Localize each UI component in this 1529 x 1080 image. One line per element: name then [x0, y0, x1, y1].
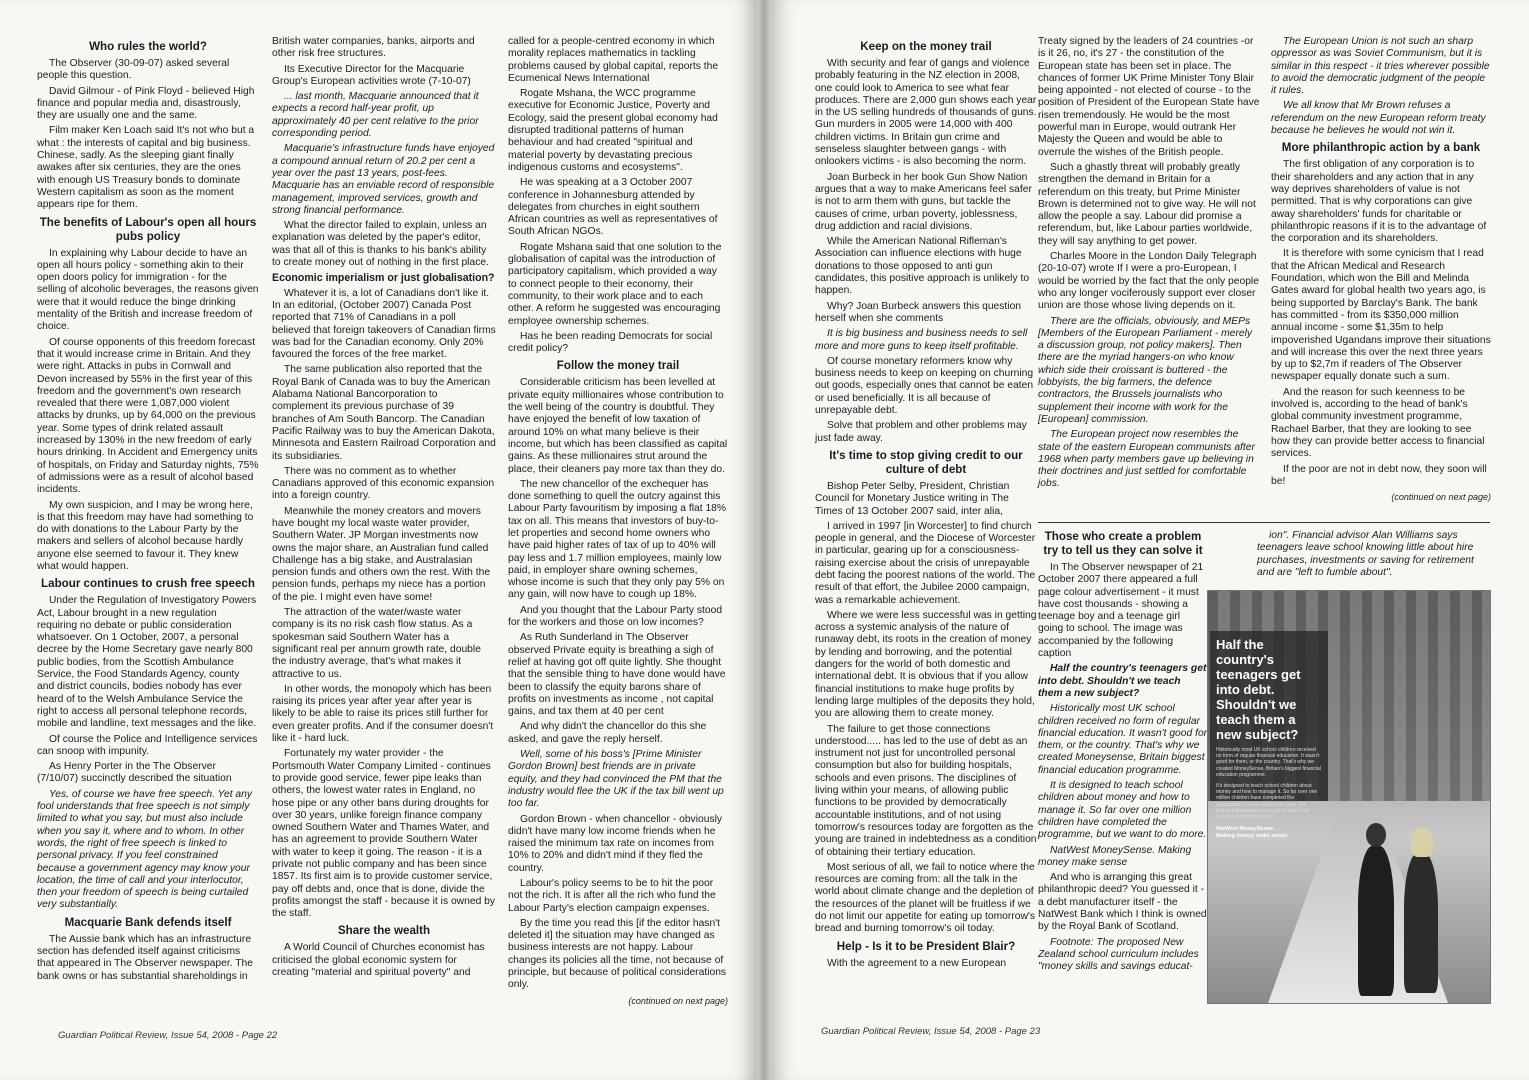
article-headline: Share the wealth — [337, 924, 431, 938]
article-paragraph: NatWest MoneySense. Making money make sense — [1038, 844, 1192, 868]
article-paragraph: We all know that Mr Brown refuses a referendum on the new European reform treaty because he believes he would not win it. — [1271, 100, 1486, 137]
article-paragraph: Solve that problem and other problems may just fade away. — [815, 420, 1027, 444]
article-paragraph: What the director failed to explain, unless an explanation was deleted by the paper's editor, was that all of this is thanks to his bank's ability to create money out of nothing in the first place. — [272, 220, 489, 269]
article-paragraph: Bishop Peter Selby, President, Christian Council for Monetary Justice writing in The Times of 13 October 2007 said, inter alia, — [815, 480, 1010, 517]
article-paragraph: There are the officials, obviously, and MEPs [Members of the European Parliament - merely a discussion group, not policy makers]. Then there are the myriad hangers-on who know which side their croissant is buttered - the lobbyists, the big farmers, the defence contractors, the Brussels journalists who supplement their income with work for the [European] commission. — [1038, 315, 1253, 425]
article-paragraph: In The Observer newspaper of 21 October 2007 there appeared a full page colour advertisement - it must have cost thousands - showing a teenage boy and a teenage girl going to school. The image was accompanied by the following caption — [1038, 562, 1204, 660]
article-paragraph: There was no comment as to whether Canadians approved of this economic expansion into a foreign country. — [272, 465, 495, 502]
teenage-girl-figure — [1404, 853, 1438, 993]
article-paragraph: And why didn't the chancellor do this she asked, and gave the reply herself. — [508, 721, 707, 745]
right-column-1 — [815, 36, 1037, 973]
continued-note: (continued on next page) — [1391, 492, 1491, 503]
right-column-3-lower — [1257, 530, 1493, 582]
left-column-3 — [508, 36, 728, 1007]
article-paragraph: It is big business and business needs to sell more and more guns to keep itself profitable. — [815, 328, 1028, 352]
article-paragraph: British water companies, banks, airports and other risk free structures. — [272, 36, 475, 60]
article-paragraph: It is therefore with some cynicism that I read that the African Medical and Research Foundation, which won the Bill and Melinda Gates award for global health two years ago, is being supported by Barclay's Bank. The bank has committed - from its $350,000 million annual income - some $1,35m to help impoverished Ugandans improve their situations and will increase this over the next three years by up to $2,7m if readers of The Observer newspaper equally donate such a sum. — [1271, 248, 1491, 383]
article-paragraph: Fortunately my water provider - the Portsmouth Water Company Limited - continues to provide good service, fewer pipe leaks than others, the lowest water rates in England, no hose pipe or any other bans during droughts for over 30 years, unlike foreign finance company owned Southern Water and Thames Water, and has an agreement to provide Southern Water with water to keep it going. The reason - it is a private not public company and has been since 1857. Its first aim is to provide customer service, pay off debts and, once that is done, divide the profits amongst the staff - because it is owned by the staff. — [272, 748, 496, 920]
article-paragraph: And you thought that the Labour Party stood for the workers and those on low incomes? — [508, 604, 723, 629]
article-paragraph: The failure to get those connections understood..... has led to the use of debt as an instrument not just for uncontrolled personal consumption but also for building hospitals, schools and even prisons. The disciplines of living within your means, of allowing public functions to be provided by democratically accountable institutions, and of not using tomorrow's resources today are forgotten as the young are trained in indebtedness as a condition of obtaining their tertiary education. — [815, 723, 1037, 858]
article-paragraph: With security and fear of gangs and violence probably featuring in the NZ election in 2008, one could look to America to see what fear produces. There are 2,000 gun shows each year in the US selling hundreds of thousands of guns. Gun murders in 2005 were 14,000 with 400 children victims. In Britain gun crime and senseless slaughter between gangs - with onlookers victims - is also becoming the norm. — [815, 58, 1037, 168]
left-column-2 — [272, 36, 496, 982]
article-paragraph: Where we were less successful was in getting across a systemic analysis of the nature of runaway debt, its roots in the creation of money by lending and borrowing, and the potential dangers for the world of both domestic and international debt. It is obvious that if you allow financial institutions to make huge profits by lending large multiples of the deposits they hold, you are allowing them to create money. — [815, 609, 1037, 720]
article-paragraph: Yes, of course we have free speech. Yet any fool understands that free speech is not simply limited to what you say, but must also include when you say it, where and to whom. In other words, the right of free speech is linked to personal privacy. If you feel constrained because a government agency may know your location, the time of call and your interlocutor, then your freedom of speech is being curtailed very substantially. — [37, 788, 253, 911]
article-paragraph: ion". Financial advisor Alan Williams says teenagers leave school knowing little about hire purchases, investments or saving for retirement and are "left to fumble about". — [1257, 530, 1474, 578]
article-paragraph: The Aussie bank which has an infrastructure section has defended itself against criticisms that appeared in The Observer newspaper. The bank owns or has substantial shareholdings in — [37, 933, 253, 982]
article-headline: The benefits of Labour's open all hours pubs policy — [39, 215, 257, 243]
advert-tagline: Making money make sense. — [1216, 833, 1289, 840]
article-paragraph: Treaty signed by the leaders of 24 countries -or is it 26, no, it's 27 - the constitution of the European state has been set in place. The chances of former UK Prime Minister Tony Blair being appointed - not elected of course - to the position of President of the European State have risen tremendously. He would be the most powerful man in Europe, would outrank Her Majesty the Queen and would be able to overrule the wishes of the British people. — [1038, 36, 1260, 158]
article-paragraph: Labour's policy seems to be to hit the poor not the rich. It is after all the rich who fund the Labour Party's election campaign expenses. — [508, 878, 716, 914]
article-paragraph: By the time you read this [if the editor hasn't deleted it] the situation may have changed as business interests are not happy. Labour changes its policies all the time, not because of principle, but because of political considerations only. — [508, 917, 727, 991]
advert-body-1: Historically most UK school children received no form of regular financial education. It wasn't good for them, or the country. That's why we created MoneySense, Britain's biggest financial education programme. — [1216, 747, 1321, 778]
page-footer-left: Guardian Political Review, Issue 54, 2008 - Page 22 — [58, 1030, 278, 1041]
natwest-advert-photo — [1207, 590, 1491, 1004]
article-headline: Keep on the money trail — [860, 40, 992, 53]
article-paragraph: Its Executive Director for the Macquarie Group's European activities wrote (7-10-07) — [272, 63, 471, 87]
continued-note: (continued on next page) — [628, 995, 728, 1006]
article-headline: Who rules the world? — [89, 40, 207, 53]
article-paragraph: My own suspicion, and I may be wrong here, is that this freedom may have had something to do with donations to the Labour Party by the makers and sellers of alcohol because hardly anyone else seemed to favour it. They knew what would happen. — [37, 499, 254, 572]
article-paragraph: Of course monetary reformers know why business needs to keep on keeping on churning out goods, especially ones that cannot be eaten or used beneficially. It is all because of unrepayable debt. — [815, 355, 1034, 417]
advert-brand: NatWest MoneySense. — [1216, 826, 1275, 833]
article-paragraph: And the reason for such keenness to be involved is, according to the head of bank's global community investment programme, Rachael Barber, that they are looking to see how they can provide better access to financial services. — [1271, 386, 1485, 460]
page-footer-right: Guardian Political Review, Issue 54, 2008 - Page 23 — [821, 1026, 1041, 1037]
book-gutter — [757, 0, 771, 1080]
article-paragraph: He was speaking at a 3 October 2007 conference in Johannesburg attended by delegates from churches in eight southern African countries as well as representatives of South African NGOs. — [508, 177, 718, 238]
article-paragraph: The European Union is not such an sharp oppressor as was Soviet Communism, but it is similar in this respect - it tries wherever possible to avoid the democratic judgment of the people it rules. — [1271, 36, 1490, 97]
article-paragraph: called for a people-centred economy in which morality replaces mathematics in tackling problems caused by global capital, reports the Ecumenical News International — [508, 36, 719, 84]
article-headline: Those who create a problem try to tell us they can solve it — [1043, 530, 1203, 557]
article-paragraph: Under the Regulation of Investigatory Powers Act, Labour brought in a new regulation requiring no debate or public consideration whatsoever. On 1 October, 2007, a personal decree by the Home Secretary gave nearly 800 public bodies, from the Scottish Ambulance Service, the Food Standards Agency, county and district councils, bodies nobody has ever heard of to the Welsh Ambulance Service the right to access all personal telephone records, mobile and landline, text messages and the like. — [37, 595, 257, 730]
article-headline: Help - Is it to be President Blair? — [836, 939, 1016, 953]
article-headline: It's time to stop giving credit to our culture of debt — [829, 448, 1023, 476]
article-paragraph: Why? Joan Burbeck answers this question herself when she comments — [815, 300, 1022, 324]
article-paragraph: As Ruth Sunderland in The Observer observed Private equity is breathing a sigh of relief at having got off quite lightly. She thought that the sensible thing to have done would have been to classify the equity barons share of profits on investments as income , not capital gains, and tax them at 40 per cent — [508, 632, 726, 718]
article-paragraph: Macquarie's infrastructure funds have enjoyed a compound annual return of 20.2 per cent a year over the past 13 years, post-fees. Macquarie has an enviable record of responsible management, improved services, growth and strong financial performance. — [272, 143, 495, 216]
article-paragraph: Historically most UK school children received no form of regular financial education. It wasn't good for them, or the country. That's why we created Moneysense, Britain biggest financial education programme. — [1038, 703, 1208, 776]
article-paragraph: In other words, the monopoly which has been raising its prices year after year after year is likely to be able to raise its prices still further for even greater profits. And if the consumer doesn't like it - hard luck. — [272, 683, 494, 745]
right-column-2 — [1038, 36, 1260, 494]
article-paragraph: David Gilmour - of Pink Floyd - believed High finance and popular media and, disastrously, they are usually one and the same. — [37, 85, 255, 122]
article-paragraph: If the poor are not in debt now, they soon will be! — [1271, 463, 1487, 487]
article-headline: Macquarie Bank defends itself — [64, 915, 232, 929]
article-headline: Follow the money trail — [556, 359, 680, 373]
article-paragraph: ... last month, Macquarie announced that it expects a record half-year profit, up approximately 40 per cent relative to the prior corresponding period. — [272, 91, 479, 140]
article-paragraph: Charles Moore in the London Daily Telegraph (20-10-07) wrote If I were a pro-European, I would be worried by the fact that the only people who any longer vociferously support ever closer union are those whose living depends on it. — [1038, 251, 1259, 312]
article-paragraph: Has he been reading Democrats for social credit policy? — [508, 330, 713, 355]
article-paragraph: The Observer (30-09-07) asked several people this question. — [37, 58, 230, 82]
article-paragraph: And who is arranging this great philanthropic deed? You guessed it - a debt manufacturer itself - the NatWest Bank which I think is owned by the Royal Bank of Scotland. — [1038, 872, 1207, 933]
article-paragraph: Considerable criticism has been levelled at private equity millionaires whose contribution to the well being of the country is doubtful. They have enjoyed the benefit of low taxation of around 10% on what many believe is their income, but which has been classified as capital gains. As these millionaires strut around the place, their cleaners pay more tax than they do. — [508, 377, 728, 475]
article-paragraph: The same publication also reported that the Royal Bank of Canada was to buy the American Alabama National Bancorporation to complement its previous purchase of 39 branches of Am South Bancorp. The Canadian Pacific Railway was to buy the American Dakota, Minnesota and Eastern Railroad Corporation and its subsidiaries. — [272, 364, 496, 462]
article-paragraph: The European project now resembles the state of the eastern European communists after 1968 when party members gave up believing in their doctrines and just settled for comfortable jobs. — [1038, 429, 1255, 490]
article-paragraph: It is designed to teach school children about money and how to manage it. So far over one million children have completed the programme, but we want to do more. — [1038, 780, 1207, 841]
article-paragraph: Footnote: The proposed New Zealand school curriculum includes "money skills and savings educat- — [1038, 936, 1199, 973]
column-divider-rule — [1038, 522, 1490, 523]
left-page — [0, 0, 757, 1080]
article-paragraph: While the American National Rifleman's Association can influence elections with huge donations to those opposed to anti gun candidates, this positive approach is unlikely to happen. — [815, 236, 1030, 297]
advert-headline: Half the country's teenagers get into debt. Shouldn't we teach them a new subject? — [1216, 637, 1301, 742]
article-paragraph: Most serious of all, we fail to notice where the resources are coming from: all the talk in the world about climate change and the depletion of the resources of the planet will be fruitless if we do not limit our appetite for eating up tomorrow's bread and burning tomorrow's oil today. — [815, 861, 1036, 935]
article-paragraph: Rogate Mshana said that one solution to the globalisation of capital was the introduction of participatory capitalism, which provided a way to connect people to their economy, their community, to their work place and to each other. A reform he suggested was encouraging employee ownership schemes. — [508, 241, 722, 327]
right-column-2-lower — [1038, 526, 1208, 977]
article-headline: Labour continues to crush free speech — [41, 577, 255, 591]
article-paragraph: Rogate Mshana, the WCC programme executive for Economic Justice, Poverty and Ecology, said the present global economy had disrupted traditional patterns of human behaviour and had created "spiritual and material poverty by devastating precious indigenous customs and ecosystems". — [508, 88, 718, 173]
article-paragraph: Meanwhile the money creators and movers have bought my local waste water provider, Southern Water. JP Morgan investments now owns the major share, an Australian fund called Challenge has a big stake, and Australasian pension funds and others own the rest. With the pension funds, perhaps my niece has a portion of the pie. I might even have some! — [272, 505, 491, 603]
teenage-boy-head — [1366, 823, 1386, 847]
article-paragraph: In explaining why Labour decide to have an open all hours policy - something akin to their open doors policy for immigration - for the selling of alcoholic beverages, the reasons given were that it would reduce the binge drinking mentality of the British and increase freedom of choice. — [37, 247, 259, 333]
article-paragraph: A World Council of Churches economist has criticised the global economic system for creating "material and spiritual poverty" and — [272, 942, 485, 979]
article-paragraph: Of course opponents of this freedom forecast that it would increase crime in Britain. And they were right. Attacks in pubs in Cornwall and Devon increased by 55% in the first year of this freedom and the government's own research revealed that there were 1,087,000 violent attacks by drunks, up by 64,000 on the previous year. Some types of drink related assault increased by 130% in the new freedom of early hours drinking. In Accident and Emergency units of hospitals, on Friday and Saturday nights, 75% of admissions were as a result of alcohol based incidents. — [37, 336, 259, 496]
article-paragraph: Of course the Police and Intelligence services can snoop with impunity. — [37, 733, 258, 757]
article-headline: More philanthropic action by a bank — [1281, 141, 1481, 155]
article-paragraph: The attraction of the water/waste water company is its no risk cash flow status. As a spokesman said Southern Water has a significant real per annum growth rate, double the industry average, that's what makes it attractive to us. — [272, 607, 481, 680]
article-paragraph: Gordon Brown - when chancellor - obviously didn't have many low income friends when he raised the minimum tax rate on incomes from 10% to 20% and didn't mind if they fled the country. — [508, 813, 723, 874]
article-subheading: Economic imperialism or just globalisation? — [272, 272, 495, 285]
article-paragraph: Half the country's teenagers get into debt. Shouldn't we teach them a new subject? — [1038, 663, 1207, 699]
teenage-girl-head — [1411, 827, 1433, 857]
article-paragraph: As Henry Porter in the The Observer (7/10/07) succinctly described the situation — [37, 761, 232, 785]
advert-body-2: It's designed to teach school children about money and how to manage it. So far over one million children have completed the programme, but we want to do more. For further information and to get involved visit natwest.com/moneysense. — [1216, 783, 1318, 821]
right-column-3 — [1271, 36, 1491, 503]
article-paragraph: With the agreement to a new European — [827, 957, 1007, 969]
article-paragraph: Such a ghastly threat will probably greatly strengthen the demand in Britain for a referendum on this treaty, but Prime Minister Brown is determined not to give way. He will not allow the people a say. Labour did promise a referendum, but, like Labour parties worldwide, they will say anything to get power. — [1038, 161, 1256, 247]
left-column-1 — [37, 36, 259, 986]
article-paragraph: The first obligation of any corporation is to their shareholders and any action that in any way deprives shareholders of value is not permitted. That is why corporations can give away shareholders' funds for charitable or philanthropic reasons if it is to the advantage of the corporation and its shareholders. — [1271, 159, 1487, 245]
article-paragraph: Film maker Ken Loach said It's not who but a what : the interests of capital and big business. Chinese, sadly. As the sleeping giant finally awakes after six centuries, they are the ones with enough US Treasury bonds to dominate Western capitalism as soon as the moment appears ripe for them. — [37, 125, 255, 211]
article-paragraph: I arrived in 1997 [in Worcester] to find church people in general, and the Diocese of Worcester in particular, gearing up for a consciousness-raising exercise about the crisis of unrepayable debt facing the poorest nations of the world. The result of that effort, the Jubilee 2000 campaign, was a remarkable achievement. — [815, 520, 1036, 606]
article-paragraph: The new chancellor of the exchequer has done something to quell the outcry against this Labour Party favouritism by imposing a flat 18% tax on all. This means that investors of buy-to-let properties and second home owners who have paid higher rates of tax of up to 40% will pay less and 1.7 million employees, mainly low paid, in employer share owning schemes, whose income is such that they only pay 5% on any gain, will now have to cough up 18%. — [508, 478, 727, 601]
teenage-boy-figure — [1358, 846, 1394, 996]
article-paragraph: Whatever it is, a lot of Canadians don't like it. In an editorial, (October 2007) Canada Post reported that 71% of Canadians in a poll believed that foreign takeovers of Canadian firms was bad for the Canadian economy. Only 20% favoured the forces of the free market. — [272, 287, 496, 361]
article-paragraph: Well, some of his boss's [Prime Minister Gordon Brown] best friends are in private equity, and they had convinced the PM that the industry would flee the UK if the tax bill went up too far. — [508, 749, 724, 810]
advert-text-panel — [1210, 631, 1328, 840]
article-paragraph: Joan Burbeck in her book Gun Show Nation argues that a way to make Americans feel safer is not to arm them with guns, but tackle the causes of crime, urban poverty, joblessness, drug addiction and racial divisions. — [815, 171, 1032, 232]
